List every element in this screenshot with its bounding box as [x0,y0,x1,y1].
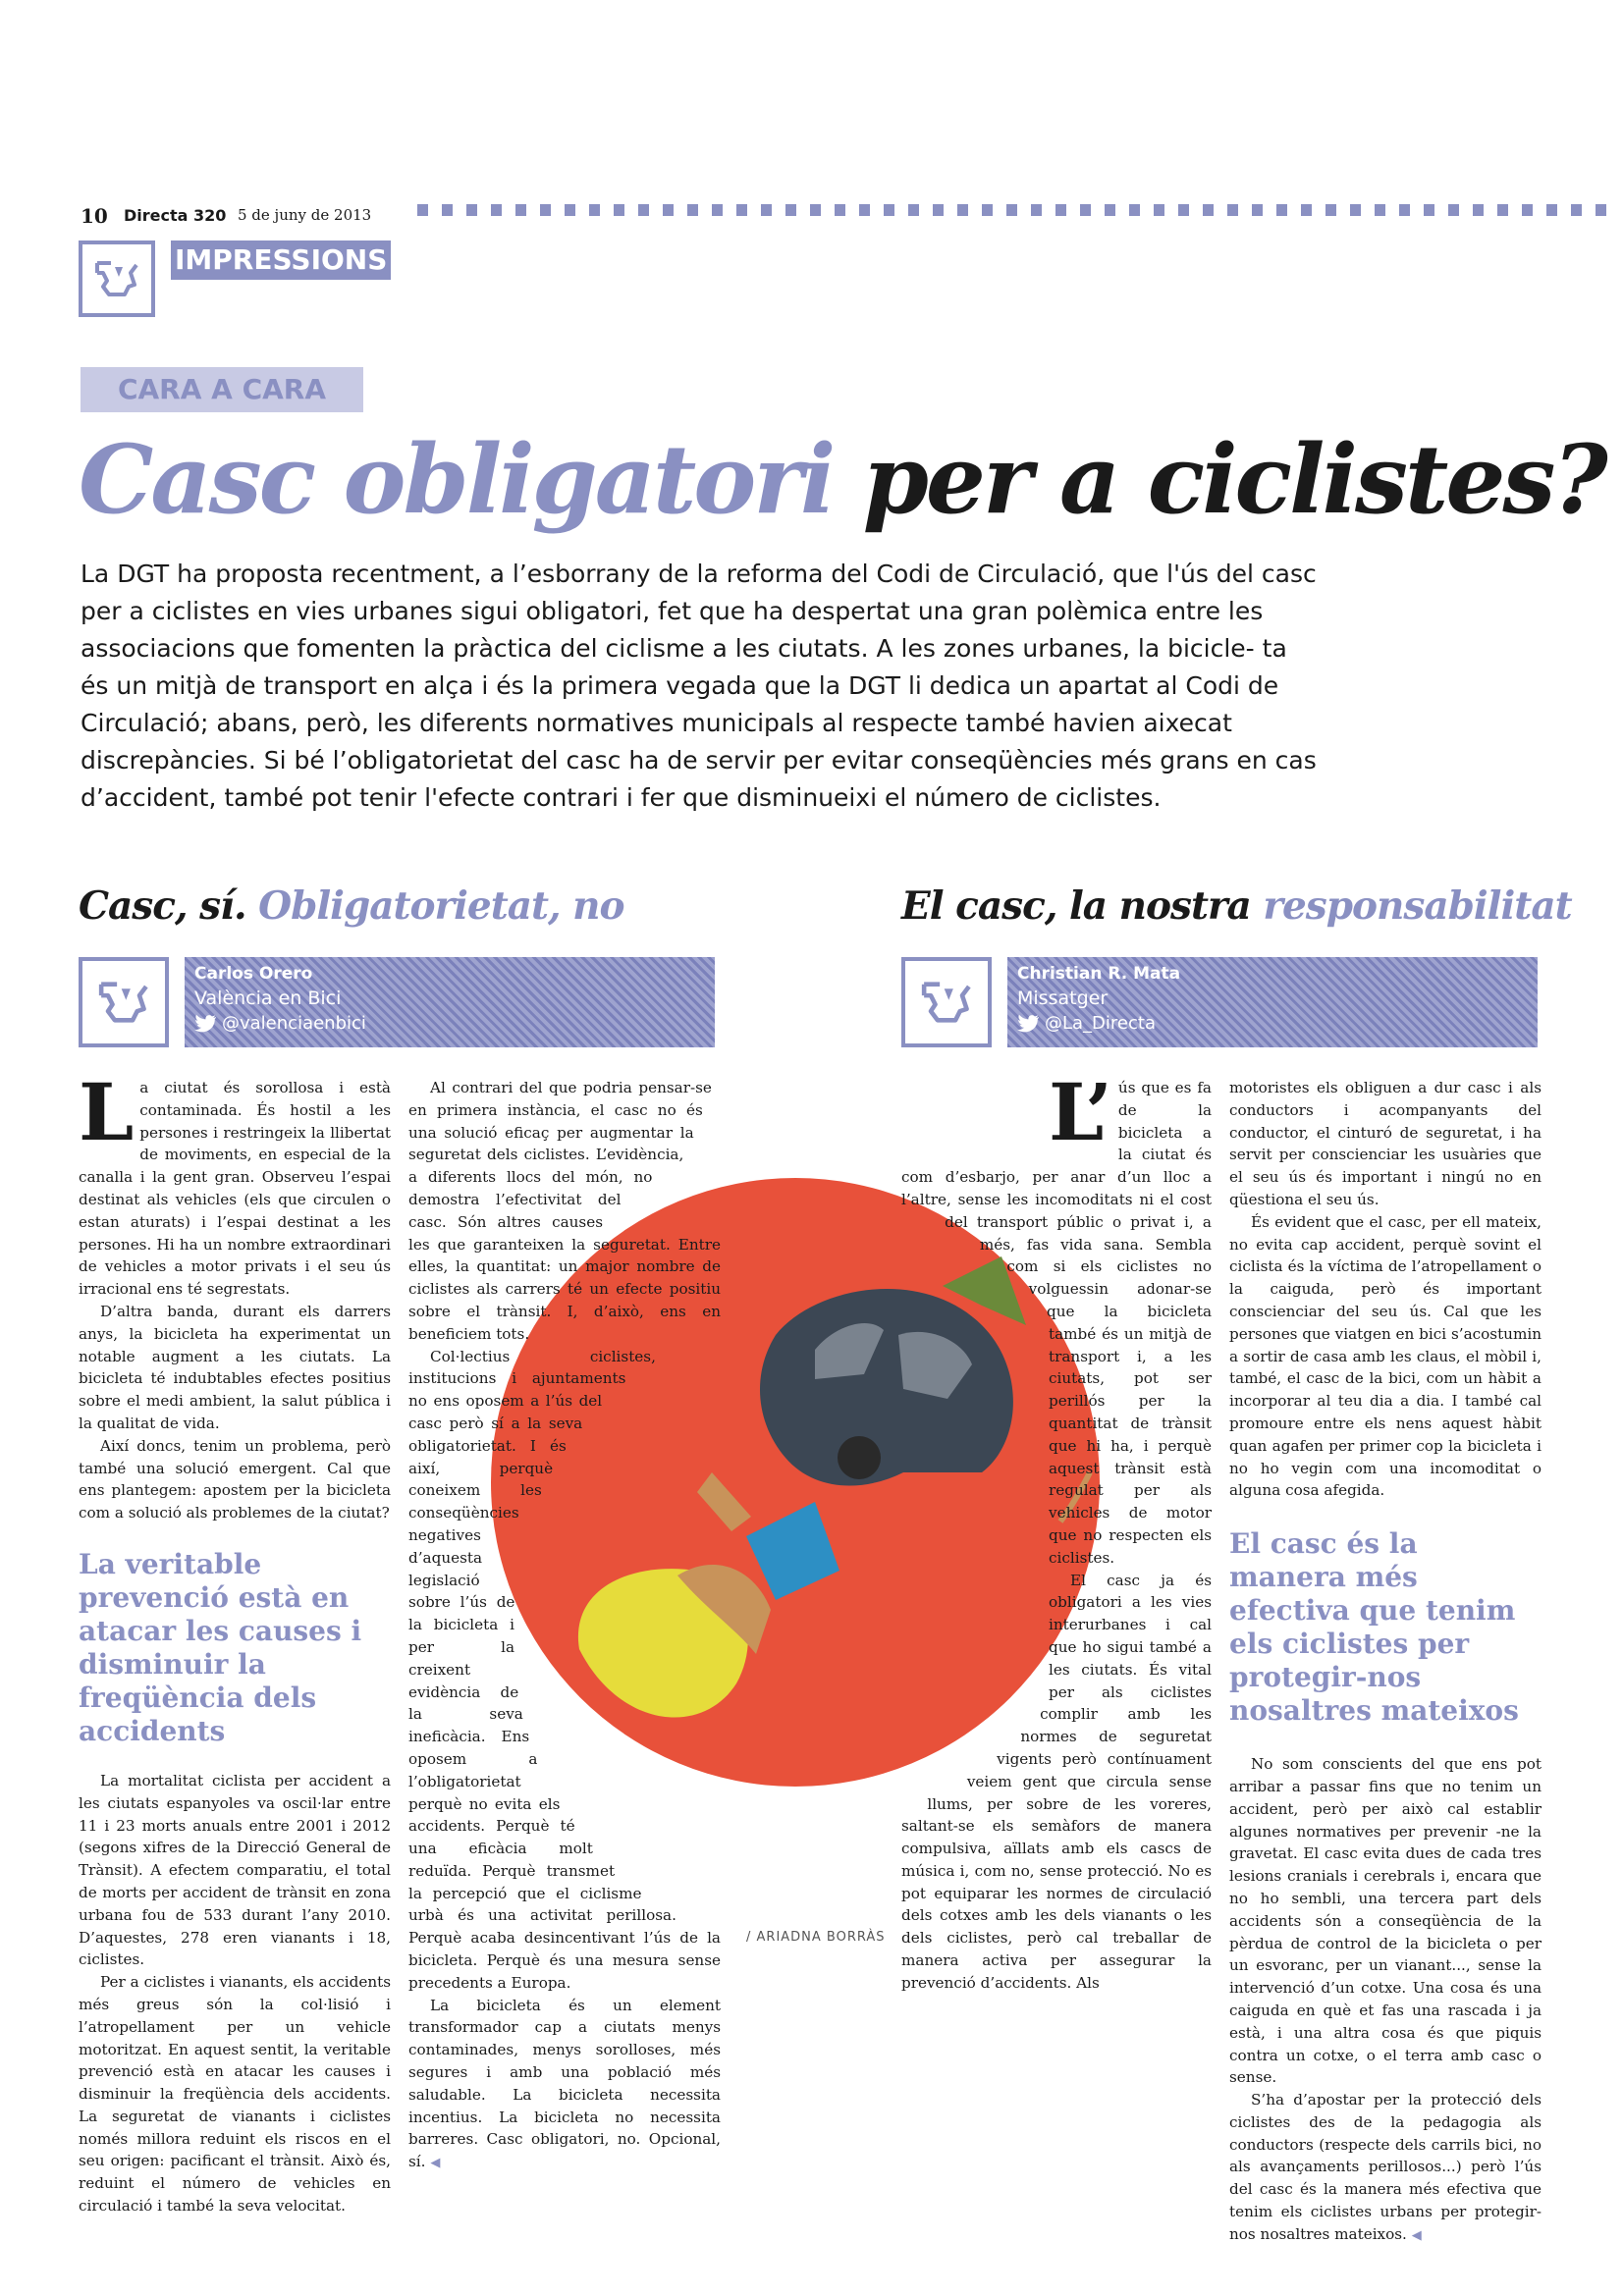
left-article-paragraph-1 [79,1066,391,1301]
right-author-twitter[interactable] [1017,1013,1156,1034]
illustration-credit: / ARIADNA BORRÀS [746,1930,886,1945]
right-author-band [1007,957,1538,1047]
right-title-blue: responsabilitat [1250,883,1572,929]
right-dropcap: L’ [1049,1066,1112,1158]
end-mark-icon: ◀ [430,2156,441,2171]
left-title-blue: Obligatorietat, no [245,883,624,929]
right-article-title [901,883,1572,929]
publication-date: 5 de juny de 2013 [238,206,372,224]
right-article-paragraph-4: És evident que el casc, per ell mateix, no evita cap accident, perquè sovint el ciclista és la víctima de l’atropellament o la caiguda, però és important conscienciar del seu ús. Cal que les persones que viatgen en bici s’acostumin a sortir de casa amb les claus, el mòbil i, també, el casc de la bici, com un hàbit a incorporar al teu dia a dia. I també cal promoure entre els nens aquest hàbit quan agafen per primer cop la bicicleta i no ho vegin com una incomoditat o alguna cosa afegida. [1229,1212,1542,1500]
right-title-black: El casc, la nostra [901,883,1251,929]
left-pullquote: La veritable prevenció està en atacar les causes i disminuir la freqüència dels accidents [79,1547,362,1747]
left-author-logo-icon [79,957,169,1047]
right-article-text-6: S’ha d’apostar per la protecció dels ciclistes des de la pedagogia als conductors (respecte dels carrils bici, no als avançaments perillosos...) però l’ús del casc és la manera més efectiva que tenim els ciclistes urbans per protegir-nos nosaltres mateixos. [1229,2091,1542,2243]
header-dotted-rule [417,204,1620,216]
left-article-paragraph-2: D’altra banda, durant els darrers anys, la bicicleta ha experimentat un notable augment a les ciutats. La bicicleta té indubtables efectes positius sobre el medi ambient, la salut pública i la qualitat de vida. [79,1302,391,1432]
right-article-column-1 [901,1066,1212,2029]
page-number: 10 [81,204,108,228]
right-author-name: Christian R. Mata [1017,964,1181,984]
right-article-paragraph-2: El casc ja és obligatori a les vies interurbanes i cal que ho sigui també a les ciutats. És vital per als ciclistes complir amb les normes de seguretat vigents però contínuament veiem gent que circula sense llums, per sobre de les voreres, saltant-se els semàfors de manera compulsiva, aïllats amb els cascs de música i, com no, sense protecció. No es pot equiparar les normes de circulació dels cotxes amb les dels vianants o les dels ciclistes, però cal treballar de manera activa per assegurar la prevenció d’accidents. Als [901,1571,1212,1992]
left-dropcap: L [79,1066,135,1158]
section-label: IMPRESSIONS [171,240,391,280]
right-article-paragraph-6 [1229,2089,1542,2248]
right-article-paragraph-5: No som conscients del que ens pot arribar a passar fins que no tenim un accident, però per això cal establir algunes normatives per prevenir -ne la gravetat. El casc evita dues de cada tres lesions cranials i cerebrals i, encara que no ho sembli, una tercera part dels accidents són a conseqüència de la pèrdua de control de la bicicleta o per un esvoranc, per un vianant..., sense la intervenció d’un cotxe. Una cosa és una caiguda en què et fas una rascada i ja està, i una altra cosa és que piquis contra un cotxe, o el terra amb casc o sense. [1229,1755,1542,2087]
left-article-text-8: La bicicleta és un element transformador cap a ciutats menys contaminades, menys sorolloses, més segures i amb una població més saludable. La bicicleta necessita incentius. La bicicleta no necessita barreres. Casc obligatori, no. Opcional, sí. [408,1996,721,2171]
page-title [79,424,1605,535]
headline-part-1: Casc obligatori [79,424,834,535]
right-article-text-1: ús que es fa de la bicicleta a la ciutat és com d’esbarjo, per anar d’un lloc a l’altre, sense les incomoditats ni el cost del transport públic o privat i, a més, fas vida sana. Sembla com si els ciclistes no volguessin adonar-se que la bicicleta també és un mitjà de transport i, a les ciutats, pot ser perillós per la quantitat de trànsit que hi ha, i perquè aquest trànsit està regulat per als vehicles de motor que no respecten els ciclistes. [901,1079,1212,1567]
left-article-paragraph-7: Col·lectius ciclistes, institucions i ajuntaments no ens oposem a l’ús del casc però sí a la seva obligatorietat. I és així, perquè coneixem les conseqüències negatives d’aquesta legislació sobre l’ús de la bicicleta i per la creixent evidència de la seva ineficàcia. Ens oposem a l’obligatorietat perquè no evita els accidents. Perquè té una eficàcia molt reduïda. Perquè transmet la percepció que el ciclisme urbà és una activitat perillosa. Perquè acaba desincentivant l’ús de la bicicleta. Perquè és una mesura sense precedents a Europa. [408,1347,721,1992]
left-title-black: Casc, sí. [79,883,246,929]
illustration-wheel [838,1436,881,1479]
left-article-paragraph-8 [408,1995,721,2175]
right-article-paragraph-3: motoristes els obliguen a dur casc i als conductors i acompanyants del conductor, el cinturó de seguretat, i ha servit per conscienciar les usuàries que el seu ús és important i ningú no en qüestiona el seu ús. [1229,1079,1542,1208]
publication-name: Directa 320 [124,206,227,225]
left-author-twitter-handle[interactable]: @valenciaenbici [222,1013,366,1034]
right-author-logo-icon [901,957,992,1047]
right-pullquote: El casc és la manera més efectiva que tenim els ciclistes per protegir-nos nosaltres mateixos [1229,1527,1519,1728]
twitter-bird-icon [1017,1014,1041,1034]
directa-logo-icon [79,240,155,317]
left-author-band [185,957,715,1047]
left-article-column-2 [408,1077,721,2175]
left-article-title [79,883,624,929]
right-author-twitter-handle[interactable]: @La_Directa [1045,1013,1156,1034]
headline-part-2: per a ciclistes? [833,424,1605,535]
right-author-org: Missatger [1017,988,1109,1009]
left-author-twitter[interactable] [194,1013,366,1034]
right-article-column-2 [1229,1077,1542,2248]
left-article-paragraph-4: La mortalitat ciclista per accident a les ciutats espanyoles va oscil·lar entre 11 i 23 morts anuals entre 2001 i 2012 (segons xifres de la Direcció General de Trànsit). A efectem comparatiu, el total de morts per accident de trànsit en zona urbana fou de 533 durant l’any 2010. D’aquestes, 278 eren vianants i 18, ciclistes. [79,1771,391,1969]
left-article-paragraph-6: Al contrari del que podria pensar-se en primera instància, el casc no és una solució eficaç per augmentar la seguretat dels ciclistes. L’evidència, a diferents llocs del món, no demostra l’efectivitat del casc. Són altres causes les que garanteixen la seguretat. Entre elles, la quantitat: un major nombre de ciclistes als carrers té un efecte positiu sobre el trànsit. I, d’això, ens en beneficiem tots. [408,1079,721,1343]
left-article-column-1 [79,1066,391,2217]
kicker-label: CARA A CARA [81,367,363,412]
left-author-name: Carlos Orero [194,964,313,984]
twitter-bird-icon [194,1014,218,1034]
left-article-paragraph-5: Per a ciclistes i vianants, els accidents més greus són la col·lisió i l’atropellament per un vehicle motoritzat. En aquest sentit, la veritable prevenció està en atacar les causes i disminuir la freqüència dels accidents. La seguretat de vianants i ciclistes només millora reduint els riscos en el seu origen: pacificant el trànsit. Això és, reduint el número de vehicles en circulació i també la seva velocitat. [79,1973,391,2216]
end-mark-icon: ◀ [1411,2227,1422,2243]
left-article-text-1: a ciutat és sorollosa i està contaminada. És hostil a les persones i restringeix la llibertat de moviments, en especial de la canalla i la gent gran. Observeu l’espai destinat als vehicles (els que circulen o estan aturats) i l’espai destinat a les persones. Hi ha un nombre extraordinari de vehicles a motor privats i el seu ús irracional ens té segrestats. [79,1079,391,1299]
left-author-org: València en Bici [194,988,342,1009]
intro-paragraph: La DGT ha proposta recentment, a l’esborrany de la reforma del Codi de Circulació, que l'ús del casc per a ciclistes en vies urbanes sigui obligatori, fet que ha despertat una gran polèmica entre les associacions que fomenten la pràctica del ciclisme a les ciutats. A les zones urbanes, la bicicle- ta és un mitjà de transport en alça i és la primera vegada que la DGT li dedica un apartat al Codi de Circulació; abans, però, les diferents normatives municipals al respecte també havien aixecat discrepàncies. Si bé l’obligatorietat del casc ha de servir per evitar conseqüències més grans en cas d’accident, també pot tenir l'efecte contrari i fer que disminueixi el número de ciclistes. [81,560,1317,812]
left-article-paragraph-3: Així doncs, tenim un problema, però també una solució emergent. Cal que ens plantegem: apostem per la bicicleta com a solució als problemes de la ciutat? [79,1436,391,1522]
